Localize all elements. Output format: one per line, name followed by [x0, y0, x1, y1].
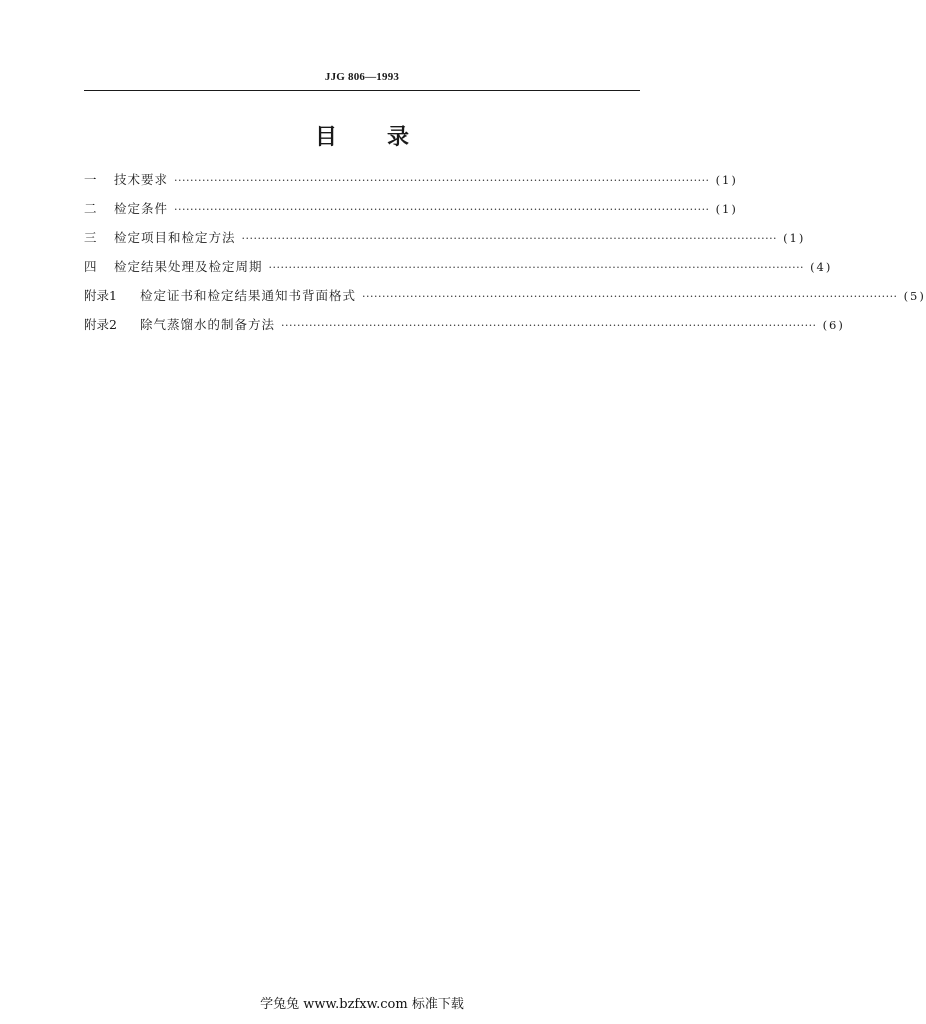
- standard-code: JJG 806—1993: [324, 71, 400, 83]
- toc-entry-page: (1): [715, 173, 738, 187]
- toc-entry-number: 三: [84, 230, 97, 245]
- toc-entry-label: 技术要求: [114, 172, 169, 187]
- toc-entry-page: (1): [783, 231, 806, 245]
- toc-leader-dots: ······································································································································: [268, 261, 805, 274]
- toc-entry[interactable]: [84, 286, 926, 315]
- toc-entry-label: 检定项目和检定方法: [114, 230, 236, 245]
- toc-leader-dots: ······································································································································: [362, 290, 898, 303]
- toc-entry-page: (4): [810, 260, 833, 274]
- toc-entry-page: (6): [822, 318, 845, 332]
- toc-entry[interactable]: [84, 315, 845, 344]
- toc-entry-label: 检定结果处理及检定周期: [114, 259, 263, 274]
- table-of-contents: [84, 170, 926, 344]
- toc-entry-number: 四: [84, 259, 97, 274]
- toc-entry-label: 检定证书和检定结果通知书背面格式: [140, 288, 357, 303]
- toc-leader-dots: ······································································································································: [174, 203, 710, 216]
- page-title: 目录: [314, 125, 459, 150]
- toc-entry-label: 除气蒸馏水的制备方法: [140, 317, 276, 332]
- toc-entry[interactable]: [84, 199, 738, 228]
- toc-entry-page: (1): [715, 202, 738, 216]
- toc-leader-dots: ······································································································································: [174, 174, 710, 187]
- toc-entry-label: 检定条件: [114, 201, 169, 216]
- toc-entry[interactable]: [84, 257, 833, 286]
- header-divider: [84, 90, 640, 91]
- footer-watermark: 学兔兔 www.bzfxw.com 标准下载: [260, 997, 464, 1012]
- toc-entry-number: 附录1: [84, 288, 117, 303]
- toc-entry[interactable]: [84, 170, 738, 199]
- toc-entry-number: 附录2: [84, 317, 117, 332]
- toc-leader-dots: ······································································································································: [241, 232, 778, 245]
- toc-leader-dots: ······································································································································: [281, 319, 817, 332]
- toc-entry[interactable]: [84, 228, 806, 257]
- toc-entry-number: 一: [84, 172, 97, 187]
- toc-entry-page: (5): [903, 289, 926, 303]
- toc-entry-number: 二: [84, 201, 97, 216]
